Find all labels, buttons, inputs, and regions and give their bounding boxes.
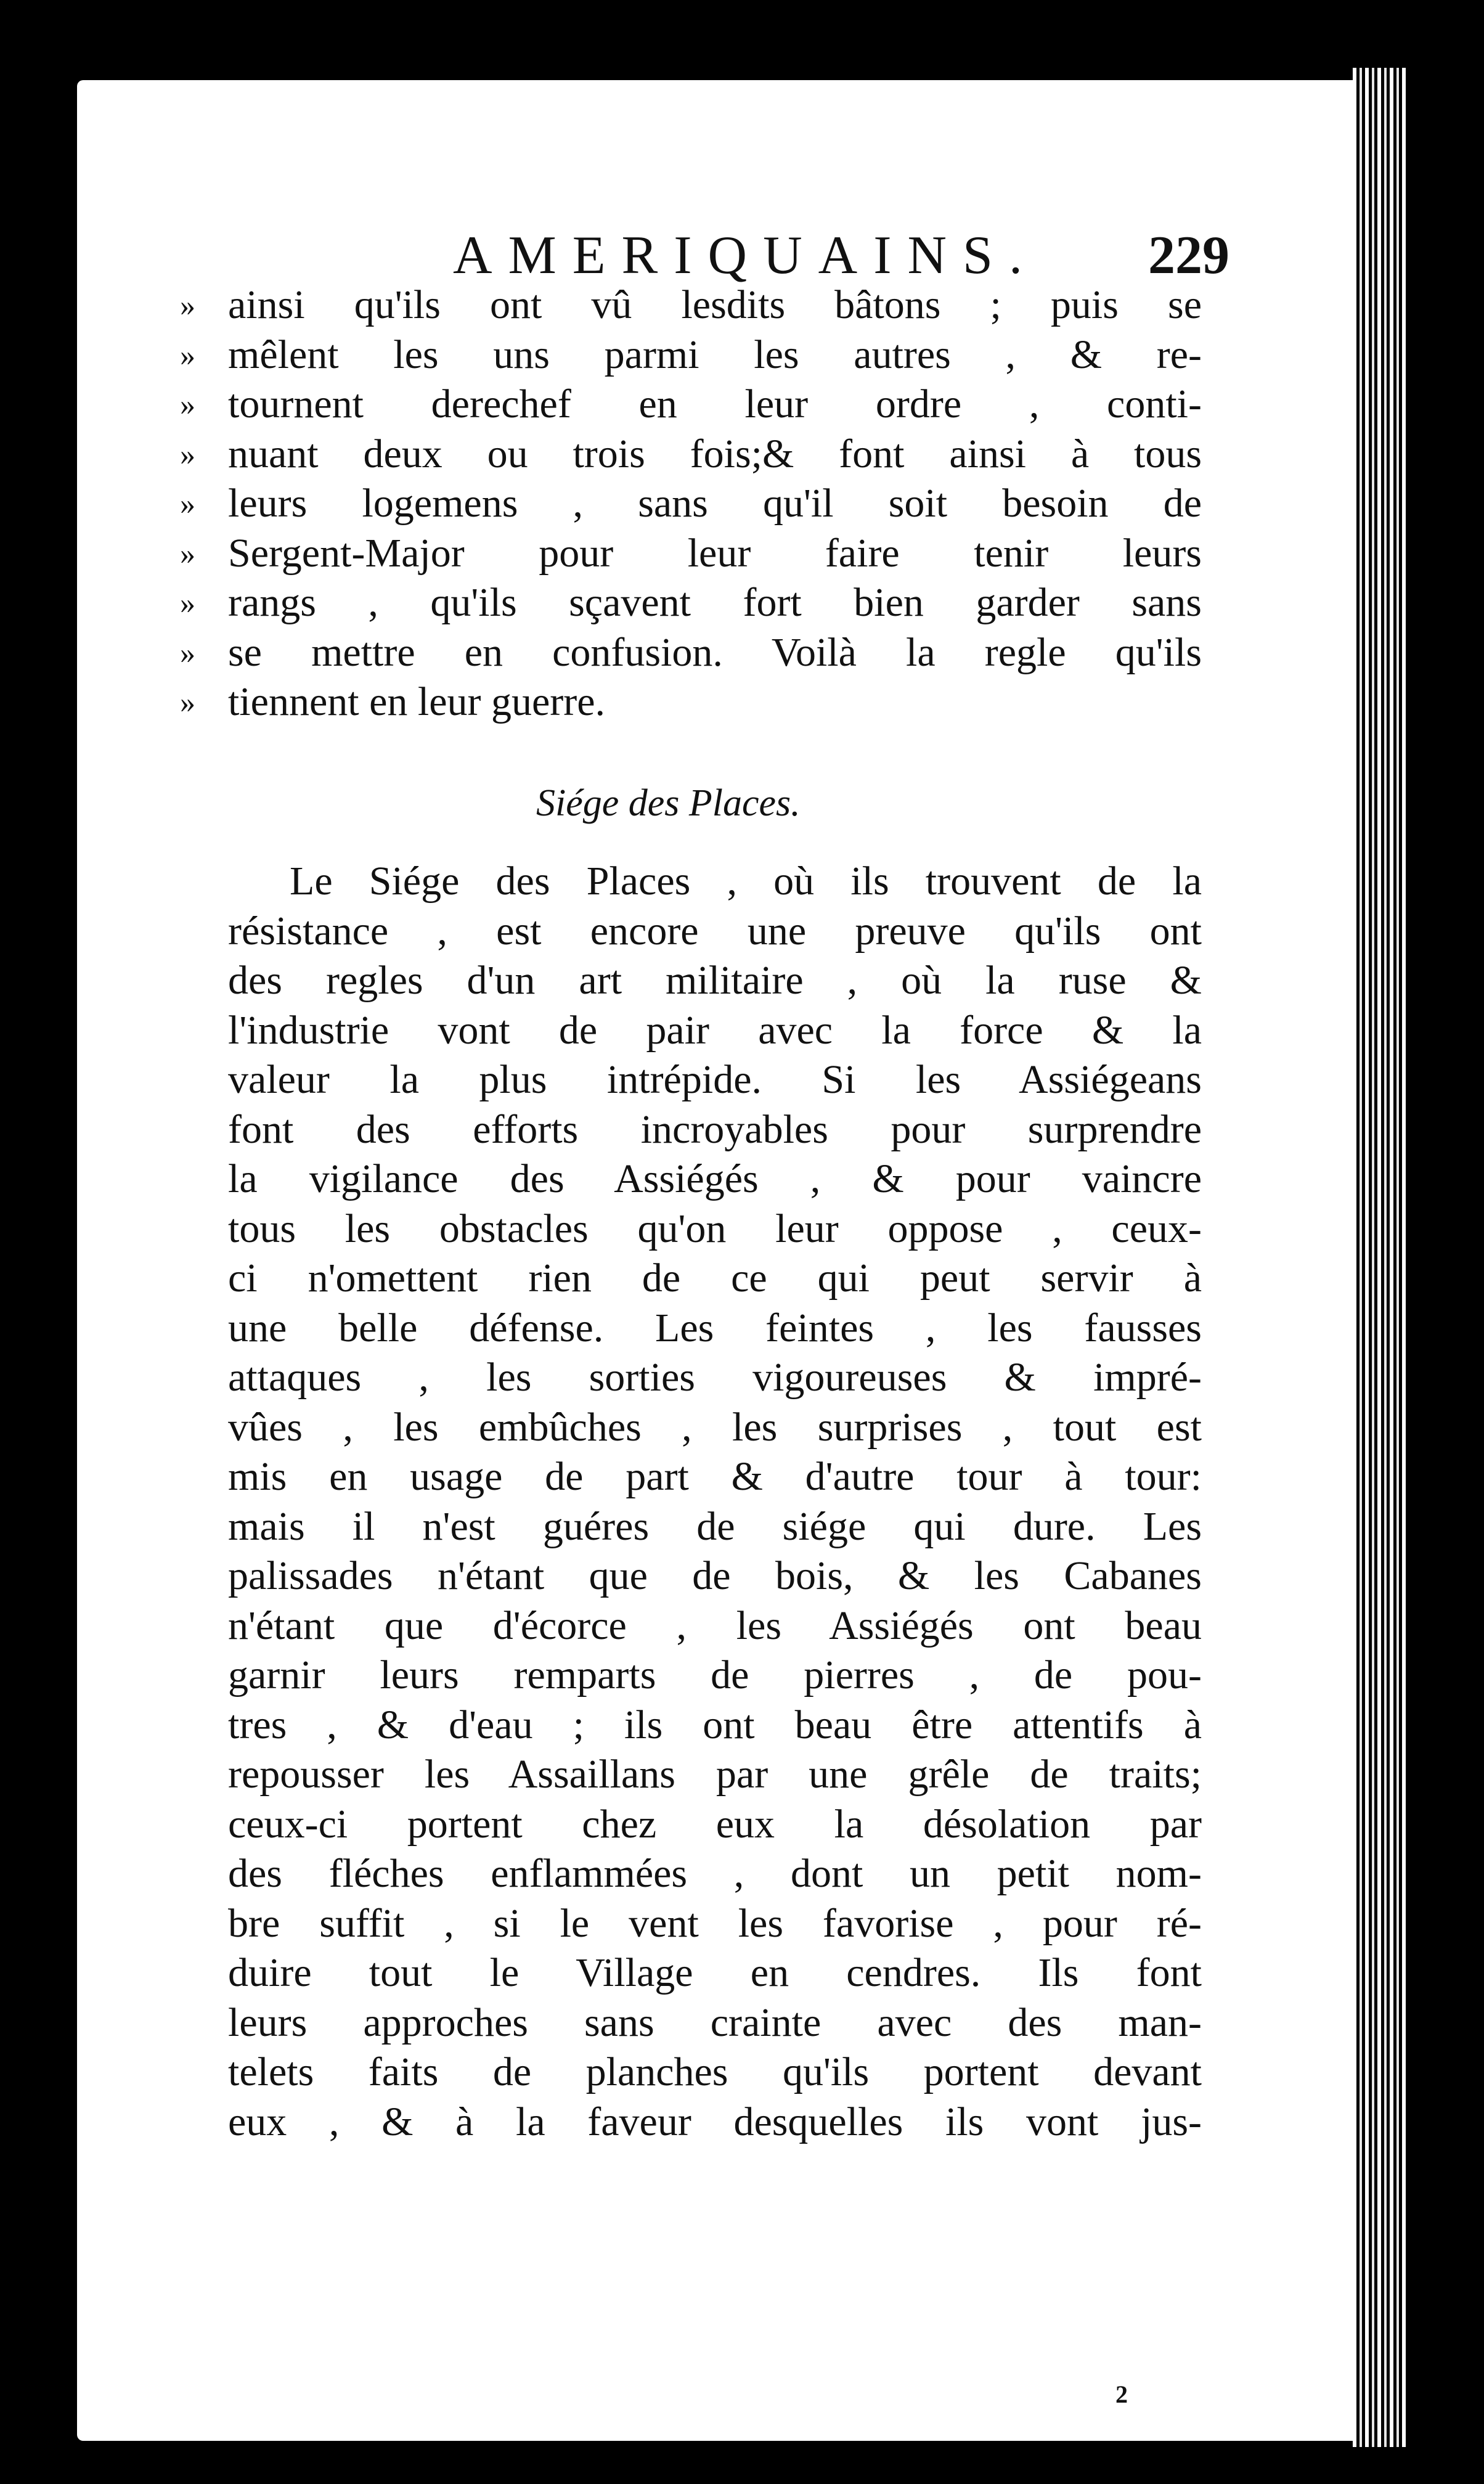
body-line: résistance , est encore une preuve qu'ils ont: [228, 908, 1202, 954]
body-line: palissades n'étant que de bois, & les Cabanes: [228, 1553, 1202, 1598]
section-title: Siége des Places.: [536, 782, 801, 824]
quote-mark: »: [180, 486, 195, 521]
quoted-line: » leurs logemens , sans qu'il soit besoin de: [228, 479, 1202, 529]
quoted-line: » se mettre en confusion. Voilà la regle qu'ils: [228, 628, 1202, 678]
body-line: tres , & d'eau ; ils ont beau être attentifs à: [228, 1702, 1202, 1747]
quote-mark: »: [180, 337, 195, 372]
page-edge-stack: [1353, 68, 1408, 2447]
body-line: repousser les Assaillans par une grêle de traits;: [228, 1752, 1202, 1797]
quoted-line: » nuant deux ou trois fois;& font ainsi à tous: [228, 430, 1202, 480]
body-line: Le Siége des Places , où ils trouvent de la: [290, 859, 1202, 904]
body-line: font des efforts incroyables pour surprendre: [228, 1106, 1202, 1152]
body-line: vûes , les embûches , les surprises , tout est: [228, 1404, 1202, 1450]
body-line: une belle défense. Les feintes , les fausses: [228, 1305, 1202, 1350]
body-line: mis en usage de part & d'autre tour à tour:: [228, 1454, 1202, 1499]
quote-mark: »: [180, 436, 195, 472]
body-line: garnir leurs remparts de pierres , de pou-: [228, 1653, 1202, 1698]
body-line: leurs approches sans crainte avec des man-: [228, 2000, 1202, 2045]
quoted-line: » mêlent les uns parmi les autres , & re-: [228, 330, 1202, 380]
quoted-passage: [180, 280, 1202, 727]
body-line: tous les obstacles qu'on leur oppose , ceux-: [228, 1206, 1202, 1251]
quote-mark: »: [180, 635, 195, 670]
body-line: des regles d'un art militaire , où la ruse &: [228, 958, 1202, 1003]
quoted-line: » tiennent en leur guerre.: [228, 677, 1202, 727]
signature-mark: 2: [1115, 2380, 1128, 2408]
running-title: AMERIQUAINS.: [453, 226, 1038, 285]
quote-mark: »: [180, 586, 195, 620]
body-line: la vigilance des Assiégés , & pour vaincre: [228, 1156, 1202, 1201]
body-line: l'industrie vont de pair avec la force & la: [228, 1007, 1202, 1053]
quote-mark: »: [180, 536, 195, 571]
quoted-line: » Sergent-Major pour leur faire tenir leurs: [228, 529, 1202, 579]
quoted-line: » ainsi qu'ils ont vû lesdits bâtons ; puis se: [228, 280, 1202, 330]
body-line: attaques , les sorties vigoureuses & impré-: [228, 1355, 1202, 1400]
body-paragraph: [228, 857, 1202, 2147]
body-line: eux , & à la faveur desquelles ils vont jus-: [228, 2099, 1202, 2144]
body-line: duire tout le Village en cendres. Ils font: [228, 1950, 1202, 1995]
body-line: ci n'omettent rien de ce qui peut servir à: [228, 1256, 1202, 1301]
quote-mark: »: [180, 685, 195, 719]
quote-mark: »: [180, 288, 195, 322]
body-line: des fléches enflammées , dont un petit nom-: [228, 1851, 1202, 1896]
quoted-line: » tournent derechef en leur ordre , conti-: [228, 380, 1202, 430]
body-line: mais il n'est guéres de siége qui dure. Les: [228, 1503, 1202, 1549]
quote-mark: »: [180, 387, 195, 422]
body-line: telets faits de planches qu'ils portent devant: [228, 2049, 1202, 2094]
page-number: 229: [1148, 226, 1229, 285]
body-line: ceux-ci portent chez eux la désolation par: [228, 1801, 1202, 1847]
body-line: bre suffit , si le vent les favorise , pour ré-: [228, 1900, 1202, 1946]
body-line: n'étant que d'écorce , les Assiégés ont beau: [228, 1603, 1202, 1648]
quoted-line: » rangs , qu'ils sçavent fort bien garder sans: [228, 578, 1202, 628]
body-line: valeur la plus intrépide. Si les Assiégeans: [228, 1057, 1202, 1102]
